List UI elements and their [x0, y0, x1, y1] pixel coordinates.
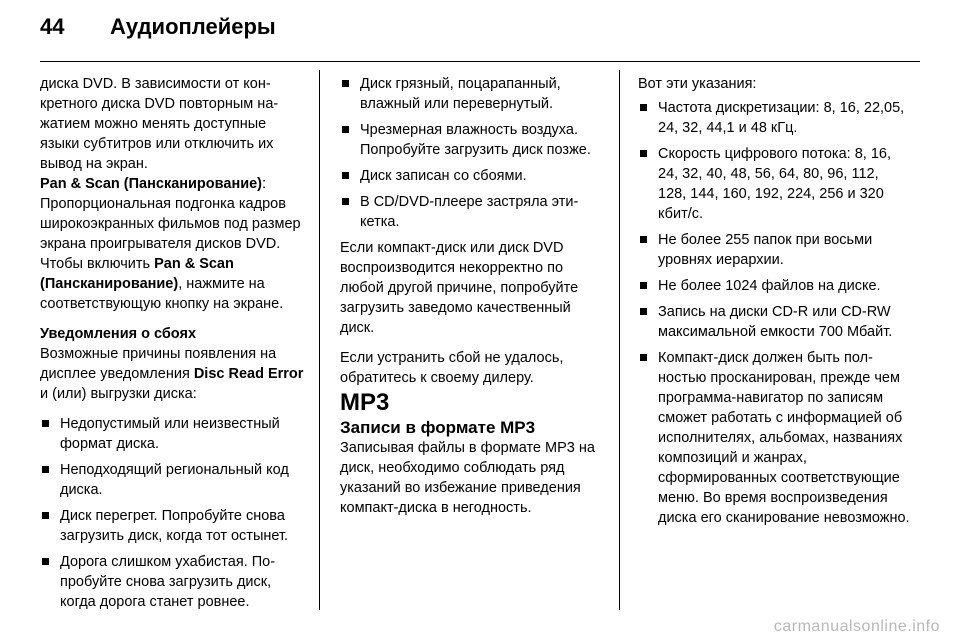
page-number: 44	[40, 14, 65, 39]
pan-scan-text-1: Пропорциональная подгонка кадров широкоэкранных фильмов под размер экрана проигрывателя дисков DVD. Чтобы включить	[40, 196, 301, 272]
header-rule	[40, 61, 920, 62]
list-item-text: Дорога слишком ухабистая. Попробуйте снова загрузить диск, когда дорога станет ровнее.	[60, 554, 276, 610]
mp3-heading: MP3	[340, 389, 390, 416]
bullet-icon	[42, 558, 49, 565]
bullet-icon	[342, 126, 349, 133]
pan-scan-text-2: , нажмите на соответствующую кнопку на экране.	[40, 276, 284, 312]
mp3-guidelines-list	[638, 98, 910, 528]
bullet-icon	[342, 198, 349, 205]
list-item-text: Диск грязный, поцарапанный, влажный или перевернутый.	[360, 76, 561, 112]
list-item-text: Компакт-диск должен быть полностью просканирован, прежде чем программа-навигатор по записям сможет работать с информацией об исполнителях, альбомах, названиях композиций и жанрах, сформированных соответствующие меню. Во время воспроизведения диска его сканирование невозможно.	[658, 350, 910, 526]
list-item	[638, 230, 910, 270]
pan-scan-label-2: Pan & Scan (Пансканирование)	[40, 256, 234, 292]
list-item-text: В CD/DVD-плеере застряла этикетка.	[360, 194, 579, 230]
list-item-text: Не более 255 папок при восьми уровнях иерархии.	[658, 232, 873, 268]
pan-scan-colon: :	[262, 176, 267, 192]
column-2	[340, 74, 606, 518]
column-divider-1	[319, 70, 320, 610]
list-item	[638, 98, 910, 138]
list-item	[340, 192, 606, 232]
error-heading: Уведомления о сбоях	[40, 326, 197, 342]
paragraph-other-reason: Если компакт-диск или диск DVD воспроизводится некорректно по любой другой причине, попробуйте загрузить заведомо качественный диск.	[340, 240, 579, 336]
bullet-icon	[42, 466, 49, 473]
column-1	[40, 74, 306, 618]
list-item-text: Неподходящий региональный код диска.	[60, 462, 289, 498]
list-item	[638, 348, 910, 528]
paragraph-subtitles: диска DVD. В зависимости от конкретного диска DVD повторным нажатием можно менять доступные языки субтитров или отключить их вывод на экран.	[40, 76, 279, 172]
error-causes-list	[40, 414, 306, 612]
bullet-icon	[42, 420, 49, 427]
paragraph-errors	[40, 344, 306, 404]
bullet-icon	[640, 282, 647, 289]
error-text-1: Возможные причины появления на дисплее уведомления	[40, 346, 277, 382]
list-item-text: Диск перегрет. Попробуйте снова загрузить диск, когда тот остынет.	[60, 508, 289, 544]
paragraph-dealer: Если устранить сбой не удалось, обратитесь к своему дилеру.	[340, 350, 564, 386]
paragraph-mp3-intro: Записывая файлы в формате MP3 на диск, необходимо соблюдать ряд указаний во избежание приведения компакт-диска в негодность.	[340, 440, 595, 516]
error-text-2: и (или) выгрузки диска:	[40, 386, 197, 402]
list-item	[40, 414, 306, 454]
page-title: Аудиоплейеры	[110, 14, 276, 39]
list-item-text: Недопустимый или неизвестный формат диска.	[60, 416, 280, 452]
list-item	[40, 506, 306, 546]
watermark: carmanualsonline.info	[773, 618, 940, 635]
column-3	[638, 74, 910, 534]
list-item-text: Диск записан со сбоями.	[360, 168, 527, 184]
list-item	[638, 276, 910, 296]
bullet-icon	[342, 172, 349, 179]
bullet-icon	[640, 104, 647, 111]
list-item-text: Скорость цифрового потока: 8, 16, 24, 32, 40, 48, 56, 64, 80, 96, 112, 128, 144, 160, 192, 224, 256 и 320 кбит/с.	[658, 146, 891, 222]
bullet-icon	[42, 512, 49, 519]
list-item-text: Частота дискретизации: 8, 16, 22,05, 24, 32, 44,1 и 48 кГц.	[658, 100, 905, 136]
column-divider-2	[619, 70, 620, 610]
bullet-icon	[640, 308, 647, 315]
list-item-text: Не более 1024 файлов на диске.	[658, 278, 881, 294]
list-item	[638, 302, 910, 342]
pan-scan-label: Pan & Scan (Пансканирование)	[40, 176, 263, 192]
bullet-icon	[640, 150, 647, 157]
list-item	[40, 460, 306, 500]
list-item-text: Чрезмерная влажность воздуха. Попробуйте загрузить диск позже.	[360, 122, 591, 158]
list-item	[340, 74, 606, 114]
bullet-icon	[342, 80, 349, 87]
list-item	[340, 166, 606, 186]
list-item-text: Запись на диски CD-R или CD-RW максимальной емкости 700 Мбайт.	[658, 304, 893, 340]
bullet-icon	[640, 354, 647, 361]
paragraph-pan-scan	[40, 174, 306, 314]
more-causes-list	[340, 74, 606, 232]
list-item	[40, 552, 306, 612]
bullet-icon	[640, 236, 647, 243]
disc-read-error-label: Disc Read Error	[193, 366, 304, 382]
paragraph-guidelines-intro: Вот эти указания:	[638, 76, 757, 92]
mp3-recording-heading: Записи в формате MP3	[340, 418, 536, 437]
list-item	[638, 144, 910, 224]
list-item	[340, 120, 606, 160]
